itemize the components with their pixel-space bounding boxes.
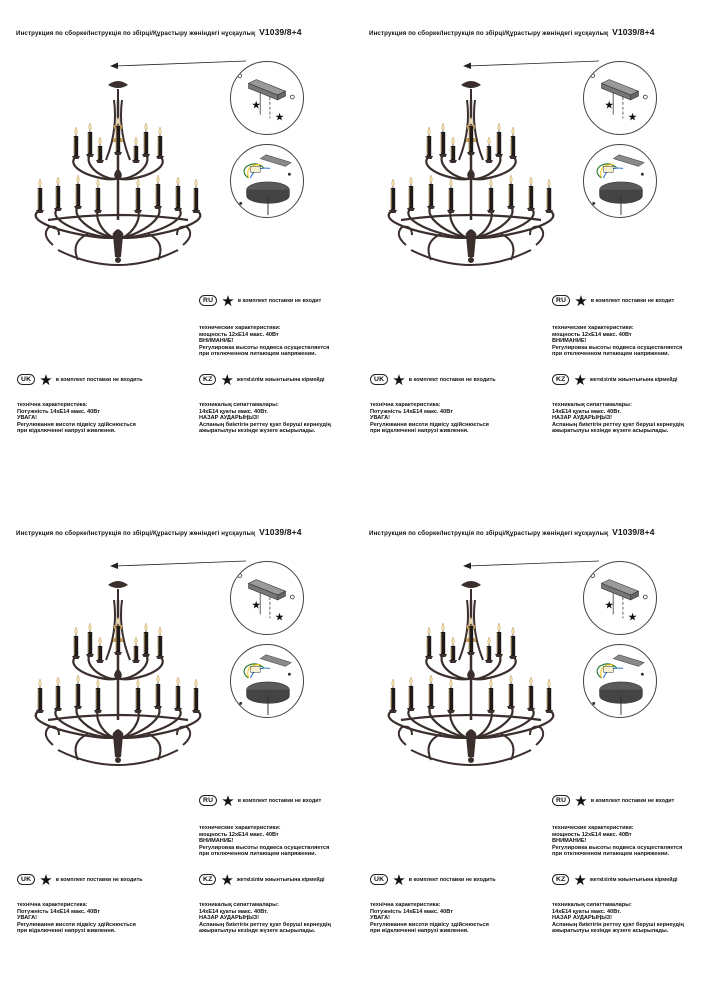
ru-specs: технические характеристики: мощность 12хЕ14 макс. 40Вт ВНИМАНИЕ! Регулировка высоты подвеса осуществляется при отключенном питающем напряжении. [552, 325, 683, 357]
uk-specs: технічна характеристика: Потужність 14хЕ14 макс. 40Вт УВАГА! Регулювання висоти підвісу здійснюється при відключенні напрузі живлення. [370, 902, 489, 934]
mounting-bracket-detail [583, 561, 657, 635]
svg-text:★: ★ [251, 98, 262, 112]
model-number: V1039/8+4 [259, 527, 302, 537]
ru-badge: RU [199, 795, 217, 806]
ru-specs: технические характеристики: мощность 12хЕ14 макс. 40Вт ВНИМАНИЕ! Регулировка высоты подвеса осуществляется при отключенном питающем напряжении. [552, 825, 683, 857]
model-number: V1039/8+4 [612, 27, 655, 37]
ru-note-row [199, 292, 321, 310]
svg-text:★: ★ [604, 598, 615, 612]
star-icon: ★ [220, 371, 234, 389]
uk-specs: технічна характеристика: Потужність 14хЕ14 макс. 40Вт УВАГА! Регулювання висоти підвісу здійснюється при відключенні напрузі живлення. [370, 402, 489, 434]
star-icon: ★ [573, 871, 587, 889]
ru-note: в комплект поставки не входит [237, 297, 322, 304]
svg-text:★: ★ [251, 598, 262, 612]
kz-note-row [199, 871, 325, 889]
wiring-detail [230, 144, 304, 218]
kz-note: жеткізілім жиынтығына кірмейді [589, 376, 678, 383]
uk-note: в комплект поставки не входить [55, 876, 143, 883]
wiring-detail [230, 644, 304, 718]
kz-note: жеткізілім жиынтығына кірмейді [236, 376, 325, 383]
mounting-bracket-detail [230, 561, 304, 635]
kz-badge: KZ [199, 874, 216, 885]
svg-text:★: ★ [627, 610, 638, 624]
mount-arrow [110, 55, 250, 75]
chandelier-image [18, 560, 218, 785]
ru-badge: RU [199, 295, 217, 306]
page-title: Инструкция по сборке/Інструкція по збірці/Құрастыру жөніндегі нұсқаулық V1039/8+4 [16, 527, 302, 537]
chandelier-image [371, 560, 571, 785]
ru-specs: технические характеристики: мощность 12хЕ14 макс. 40Вт ВНИМАНИЕ! Регулировка высоты подвеса осуществляется при отключенном питающем напряжении. [199, 825, 330, 857]
star-icon: ★ [574, 292, 588, 310]
page-title: Инструкция по сборке/Інструкція по збірці/Құрастыру жөніндегі нұсқаулық V1039/8+4 [369, 527, 655, 537]
ru-note-row [552, 792, 674, 810]
page-title: Инструкция по сборке/Інструкція по збірці/Құрастыру жөніндегі нұсқаулық V1039/8+4 [16, 27, 302, 37]
uk-note-row [370, 371, 496, 389]
uk-badge: UK [17, 374, 35, 385]
star-icon: ★ [392, 871, 406, 889]
kz-badge: KZ [552, 874, 569, 885]
uk-specs: технічна характеристика: Потужність 14хЕ14 макс. 40Вт УВАГА! Регулювання висоти підвісу здійснюється при відключенні напрузі живлення. [17, 902, 136, 934]
model-number: V1039/8+4 [259, 27, 302, 37]
ru-note-row [552, 292, 674, 310]
chandelier-image [18, 60, 218, 285]
uk-badge: UK [17, 874, 35, 885]
star-icon: ★ [392, 371, 406, 389]
svg-text:★: ★ [274, 610, 285, 624]
mount-arrow [463, 555, 603, 575]
model-number: V1039/8+4 [612, 527, 655, 537]
wiring-detail [583, 144, 657, 218]
uk-note: в комплект поставки не входить [408, 376, 496, 383]
uk-note-row [17, 871, 143, 889]
star-icon: ★ [573, 371, 587, 389]
uk-badge: UK [370, 374, 388, 385]
kz-badge: KZ [552, 374, 569, 385]
kz-note: жеткізілім жиынтығына кірмейді [236, 876, 325, 883]
kz-note: жеткізілім жиынтығына кірмейді [589, 876, 678, 883]
page-title: Инструкция по сборке/Інструкція по збірці/Құрастыру жөніндегі нұсқаулық V1039/8+4 [369, 27, 655, 37]
mounting-bracket-detail [583, 61, 657, 135]
uk-specs: технічна характеристика: Потужність 14хЕ14 макс. 40Вт УВАГА! Регулювання висоти підвісу здійснюється при відключенні напрузі живлення. [17, 402, 136, 434]
chandelier-image [371, 60, 571, 285]
mount-arrow [463, 55, 603, 75]
kz-specs: техникалық сипаттамалары: 14хЕ14 қуаты макс. 40Вт. НАЗАР АУДАРЫҢЫЗ! Аспаның биіктігін реттеу қуат беруші кернеудің ажыратылуы кезінде жүзеге асырылады. [199, 402, 331, 434]
mount-arrow [110, 555, 250, 575]
ru-note: в комплект поставки не входит [590, 297, 675, 304]
ru-note: в комплект поставки не входит [590, 797, 675, 804]
instruction-panel-top-left [0, 0, 353, 500]
svg-text:★: ★ [627, 110, 638, 124]
ru-note-row [199, 792, 321, 810]
svg-text:★: ★ [274, 110, 285, 124]
kz-badge: KZ [199, 374, 216, 385]
ru-note: в комплект поставки не входит [237, 797, 322, 804]
instruction-panel-bottom-right [353, 500, 706, 1000]
star-icon: ★ [220, 871, 234, 889]
star-icon: ★ [39, 871, 53, 889]
star-icon: ★ [221, 292, 235, 310]
instruction-panel-bottom-left [0, 500, 353, 1000]
uk-badge: UK [370, 874, 388, 885]
kz-note-row [199, 371, 325, 389]
uk-note: в комплект поставки не входить [55, 376, 143, 383]
uk-note-row [17, 371, 143, 389]
instruction-panel-top-right [353, 0, 706, 500]
svg-text:★: ★ [604, 98, 615, 112]
kz-specs: техникалық сипаттамалары: 14хЕ14 қуаты макс. 40Вт. НАЗАР АУДАРЫҢЫЗ! Аспаның биіктігін реттеу қуат беруші кернеудің ажыратылуы кезінде жүзеге асырылады. [199, 902, 331, 934]
mounting-bracket-detail [230, 61, 304, 135]
wiring-detail [583, 644, 657, 718]
uk-note-row [370, 871, 496, 889]
kz-specs: техникалық сипаттамалары: 14хЕ14 қуаты макс. 40Вт. НАЗАР АУДАРЫҢЫЗ! Аспаның биіктігін реттеу қуат беруші кернеудің ажыратылуы кезінде жүзеге асырылады. [552, 402, 684, 434]
ru-badge: RU [552, 795, 570, 806]
kz-specs: техникалық сипаттамалары: 14хЕ14 қуаты макс. 40Вт. НАЗАР АУДАРЫҢЫЗ! Аспаның биіктігін реттеу қуат беруші кернеудің ажыратылуы кезінде жүзеге асырылады. [552, 902, 684, 934]
star-icon: ★ [221, 792, 235, 810]
ru-specs: технические характеристики: мощность 12хЕ14 макс. 40Вт ВНИМАНИЕ! Регулировка высоты подвеса осуществляется при отключенном питающем напряжении. [199, 325, 330, 357]
star-icon: ★ [39, 371, 53, 389]
kz-note-row [552, 871, 678, 889]
kz-note-row [552, 371, 678, 389]
ru-badge: RU [552, 295, 570, 306]
star-icon: ★ [574, 792, 588, 810]
uk-note: в комплект поставки не входить [408, 876, 496, 883]
